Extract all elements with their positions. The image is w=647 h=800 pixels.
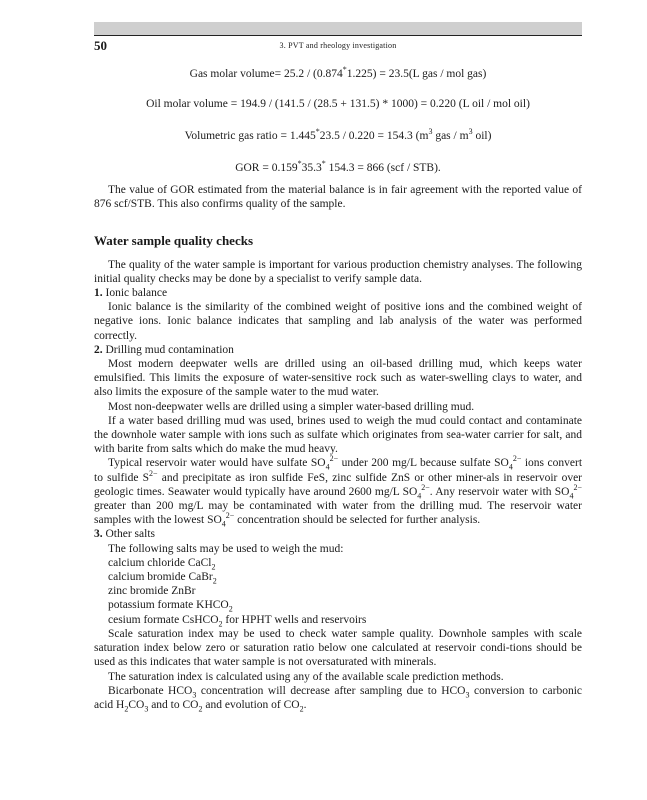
eq4-sup-b: * <box>321 159 326 169</box>
item3-number: 3. <box>94 528 103 541</box>
gor-paragraph: The value of GOR estimated from the material balance is in fair agreement with the reported value of 876 scf/STB. This also confirms quality of the sample. <box>94 184 582 211</box>
eq3-d: oil) <box>472 130 492 142</box>
eq1-rest: 1.225) <box>346 68 377 80</box>
eq3-a: Volumetric gas ratio = 1.445 <box>184 130 316 142</box>
so4-sup-2: 2− <box>512 454 522 464</box>
eq1-sup: * <box>342 65 347 75</box>
salt-sub: 2 <box>211 562 216 572</box>
eq3-c: gas / m <box>432 130 469 142</box>
item-other-salts <box>94 527 582 541</box>
drilling-mud-p2: Most non-deepwater wells are drilled using a simpler water-based drilling mud. <box>108 400 475 413</box>
eq3-b: 23.5 / 0.220 = 154.3 (m <box>319 130 429 142</box>
salt-name: calcium bromide CaBr <box>108 571 213 584</box>
eq1-paren: (0.874 <box>313 68 343 80</box>
salt-sub: 2 <box>212 576 217 586</box>
eq1-result: = 23.5(L gas / mol gas) <box>376 68 487 80</box>
so4-sub-3: 4 <box>417 491 422 501</box>
ionic-balance-text: Ionic balance is the similarity of the combined weight of positive ions and the combined weight of negative ions. Ionic balance indicates that sampling and lab analysis of the water was performed correctly. <box>94 301 582 342</box>
bic-sub-1: 3 <box>192 690 197 699</box>
salt-item <box>108 584 582 598</box>
eq3-sup-c: 3 <box>468 127 473 137</box>
so4-sup-3: 2− <box>421 483 430 493</box>
bic-g: . <box>303 698 307 711</box>
salt-sub: 2 <box>228 604 233 614</box>
eq4-c: 154.3 = 866 (scf / STB). <box>325 162 441 174</box>
eq1-lhs: Gas molar volume <box>189 68 275 80</box>
item2-number: 2. <box>94 343 103 356</box>
bicarbonate-paragraph <box>94 684 582 712</box>
bic-b: concentration will decrease after sampling due to HCO <box>196 684 466 697</box>
p4-c: ions convert to sulfide S <box>94 457 583 484</box>
p4-g: concentration should be selected for further analysis. <box>234 514 481 527</box>
salt-name: potassium formate KHCO <box>108 599 229 612</box>
section-heading: Water sample quality checks <box>94 233 254 249</box>
eq4-a: GOR = 0.159 <box>235 162 298 174</box>
bic-c: conversion to carbonic acid H <box>94 684 582 711</box>
eq3-sup-b: 3 <box>428 127 433 137</box>
eq4-b: 35.3 <box>301 162 322 174</box>
intro-paragraph: The quality of the water sample is important for various production chemistry analyses. The following initial quality checks may be done by a specialist to verify sample data. <box>94 258 582 285</box>
bic-sub-3: 2 <box>124 704 129 714</box>
p4-b: under 200 mg/L because sulfate SO <box>338 457 509 470</box>
item2-title: Drilling mud contamination <box>105 343 234 356</box>
saturation-paragraph: The saturation index is calculated using any of the available scale prediction methods. <box>108 670 504 683</box>
bic-f: and evolution of CO <box>202 698 300 711</box>
bic-sub-4: 3 <box>144 704 149 714</box>
equation-oil-molar-volume: Oil molar volume = 194.9 / (141.5 / (28.5 + 131.5) * 1000) = 0.220 (L oil / mol oil) <box>146 98 530 110</box>
item-drilling-mud <box>94 343 582 357</box>
p4-f: greater than 200 mg/L may be contaminated with water from the drilling mud. The reservoir water samples with the lowest SO <box>94 500 582 527</box>
equation-gas-molar-volume <box>94 65 582 80</box>
scale-index-paragraph: Scale saturation index may be used to check water sample quality. Downhole samples with scale saturation index below zero or saturation ratio below one calculated at reservoir condi-tions should be used as this indicates that water sample is not oversaturated with minerals. <box>94 627 582 669</box>
equation-volumetric-gas-ratio <box>94 127 582 142</box>
body-text <box>94 183 582 712</box>
item3-title: Other salts <box>105 528 156 541</box>
header-rule <box>94 35 582 36</box>
bic-sub-2: 3 <box>465 690 470 699</box>
header-bar <box>94 22 582 35</box>
p4-e: . Any reservoir water with SO <box>429 485 570 498</box>
salt-name: cesium formate CsHCO <box>108 613 219 626</box>
salts-intro: The following salts may be used to weigh the mud: <box>108 542 344 555</box>
salt-item <box>108 556 582 570</box>
so4-sub-2: 4 <box>508 462 513 472</box>
salt-name: zinc bromide ZnBr <box>108 585 196 598</box>
eq4-sup-a: * <box>297 159 302 169</box>
so4-sub-4: 4 <box>569 491 574 501</box>
drilling-mud-p3: If a water based drilling mud was used, brines used to weigh the mud could contact and contaminate the downhole water sample with ions such as sulfate which originates from sea-water carrier for salt, and with barite from salts which do make the mud heavy. <box>94 414 582 456</box>
eq1-rhs: = 25.2 / <box>274 68 314 80</box>
p4-d: and precipitate as iron sulfide FeS, zinc sulfide ZnS or other miner-als in reservoir over geologic times. Seawater would typically have around 2600 mg/L SO <box>94 471 582 498</box>
bic-sub-5: 2 <box>198 704 203 714</box>
eq3-sup-a: * <box>315 127 320 137</box>
page-number: 50 <box>94 38 107 53</box>
salt-item <box>108 613 582 627</box>
so4-sup-4: 2− <box>573 483 582 493</box>
salt-item <box>108 598 582 612</box>
so4-sub-5: 4 <box>221 519 226 529</box>
salt-tail: for HPHT wells and reservoirs <box>222 613 367 626</box>
item1-title: Ionic balance <box>105 287 168 300</box>
equation-gor <box>94 159 582 174</box>
salt-sub: 2 <box>218 618 223 628</box>
s-sup: 2− <box>149 468 158 478</box>
so4-sup-1: 2− <box>329 454 339 464</box>
item1-number: 1. <box>94 287 103 300</box>
sulfate-paragraph <box>94 456 582 527</box>
salt-item <box>108 570 582 584</box>
bic-e: and to CO <box>148 698 199 711</box>
bic-d: CO <box>128 698 145 711</box>
drilling-mud-p1: Most modern deepwater wells are drilled using an oil-based drilling mud, which keeps water emulsified. This limits the exposure of water-sensitive rock such as water-swelling clays to water, and also limits the exposure of the sample water to the mud water. <box>94 358 582 399</box>
salt-name: calcium chloride CaCl <box>108 556 212 569</box>
so4-sub-1: 4 <box>325 462 330 472</box>
bic-a: Bicarbonate HCO <box>108 684 193 697</box>
bic-sub-6: 2 <box>299 704 304 714</box>
running-head: 3. PVT and rheology investigation <box>279 41 397 50</box>
item-ionic-balance <box>94 286 582 300</box>
p4-a: Typical reservoir water would have sulfate SO <box>108 457 326 470</box>
so4-sup-5: 2− <box>225 511 235 521</box>
